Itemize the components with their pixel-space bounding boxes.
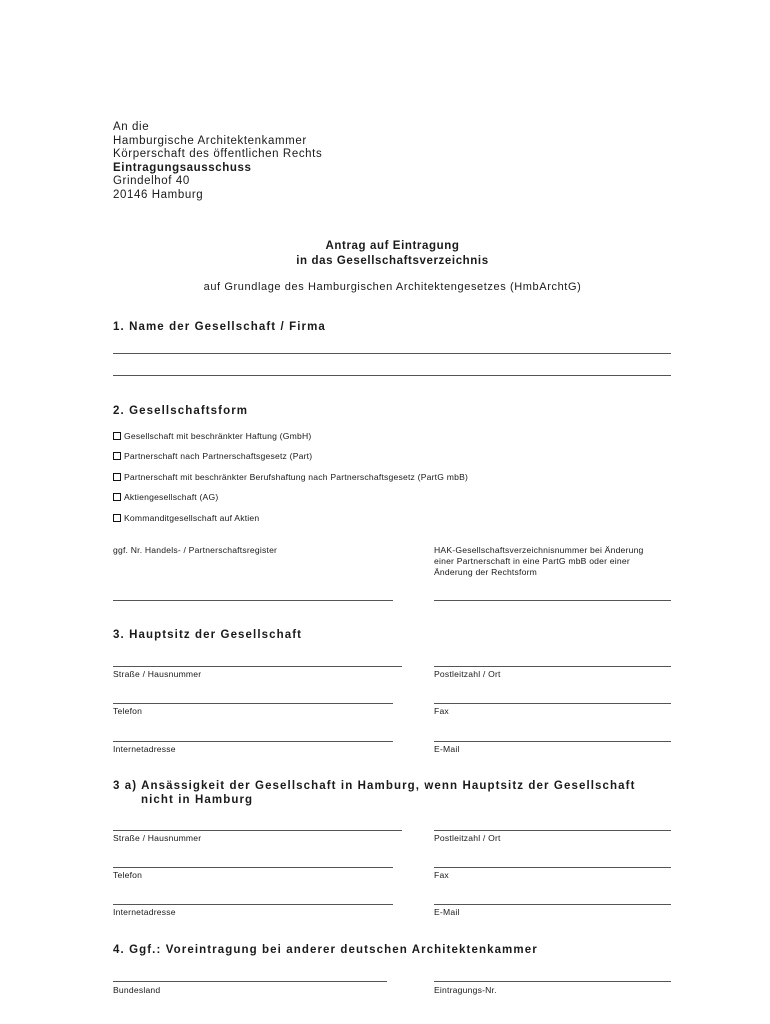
hq-phone-field[interactable] [113,703,393,704]
note-line: HAK-Gesellschaftsverzeichnisnummer bei Änderung [434,545,644,555]
section-3a-heading-continued: nicht in Hamburg [141,794,254,806]
option-kgaa[interactable] [113,513,259,523]
section-4-heading: 4. Ggf.: Voreintragung bei anderer deutschen Architektenkammer [113,944,538,956]
company-name-field-2[interactable] [113,375,671,376]
register-number-field[interactable] [113,600,393,601]
note-line: Änderung der Rechtsform [434,567,538,577]
legal-basis: auf Grundlage des Hamburgischen Architektengesetzes (HmbArchtG) [203,281,582,293]
hq-postal-label: Postleitzahl / Ort [434,669,501,679]
hq-phone-label: Telefon [113,706,143,716]
option-label: Kommanditgesellschaft auf Aktien [124,513,260,523]
hh-email-label: E-Mail [434,907,460,917]
checkbox[interactable] [113,473,121,481]
hq-street-label: Straße / Hausnummer [113,669,202,679]
state-field[interactable] [113,981,387,982]
address-line: An die [113,121,150,133]
hh-fax-label: Fax [434,870,449,880]
hh-phone-field[interactable] [113,867,393,868]
hak-number-note [434,545,679,578]
document-title: Antrag auf Eintragung [325,240,460,252]
address-line: Hamburgische Architektenkammer [113,134,307,147]
checkbox[interactable] [113,452,121,460]
hh-postal-field[interactable] [434,830,671,831]
hq-postal-field[interactable] [434,666,671,667]
note-line: einer Partnerschaft in eine PartG mbB oder einer [434,556,630,566]
hh-phone-label: Telefon [113,870,143,880]
option-label: Partnerschaft mit beschränkter Berufshaftung nach Partnerschaftsgesetz (PartG mbB) [124,472,469,482]
option-label: Partnerschaft nach Partnerschaftsgesetz (Part) [124,451,313,461]
section-3-heading: 3. Hauptsitz der Gesellschaft [113,629,303,641]
hq-street-field[interactable] [113,666,402,667]
address-city: 20146 Hamburg [113,188,204,201]
hh-fax-field[interactable] [434,867,671,868]
checkbox[interactable] [113,514,121,522]
hak-number-field[interactable] [434,600,671,601]
hh-street-label: Straße / Hausnummer [113,833,202,843]
checkbox[interactable] [113,493,121,501]
option-label: Gesellschaft mit beschränkter Haftung (GmbH) [124,431,312,441]
hq-web-label: Internetadresse [113,744,176,754]
option-label: Aktiengesellschaft (AG) [124,492,219,502]
recipient-address [113,121,322,202]
hh-web-field[interactable] [113,904,393,905]
option-part[interactable] [113,451,312,461]
address-line: Körperschaft des öffentlichen Rechts [113,148,323,160]
option-ag[interactable] [113,492,218,502]
company-name-field-1[interactable] [113,353,671,354]
hq-email-field[interactable] [434,741,671,742]
hh-street-field[interactable] [113,830,402,831]
section-2-heading: 2. Gesellschaftsform [113,405,249,417]
hh-web-label: Internetadresse [113,907,176,917]
hq-web-field[interactable] [113,741,393,742]
registration-number-field[interactable] [434,981,671,982]
state-label: Bundesland [113,985,161,995]
section-3a-heading: 3 a) Ansässigkeit der Gesellschaft in Hamburg, wenn Hauptsitz der Gesellschaft [113,780,636,792]
document-subtitle: in das Gesellschaftsverzeichnis [296,255,489,267]
register-number-label: ggf. Nr. Handels- / Partnerschaftsregister [113,545,278,555]
hq-fax-field[interactable] [434,703,671,704]
registration-number-label: Eintragungs-Nr. [434,985,497,995]
address-department: Eintragungsausschuss [113,161,252,174]
checkbox[interactable] [113,432,121,440]
hq-email-label: E-Mail [434,744,460,754]
section-1-heading: 1. Name der Gesellschaft / Firma [113,321,326,333]
hq-fax-label: Fax [434,706,449,716]
address-street: Grindelhof 40 [113,175,190,187]
option-gmbh[interactable] [113,431,311,441]
hh-email-field[interactable] [434,904,671,905]
option-partg-mbb[interactable] [113,472,468,482]
hh-postal-label: Postleitzahl / Ort [434,833,501,843]
